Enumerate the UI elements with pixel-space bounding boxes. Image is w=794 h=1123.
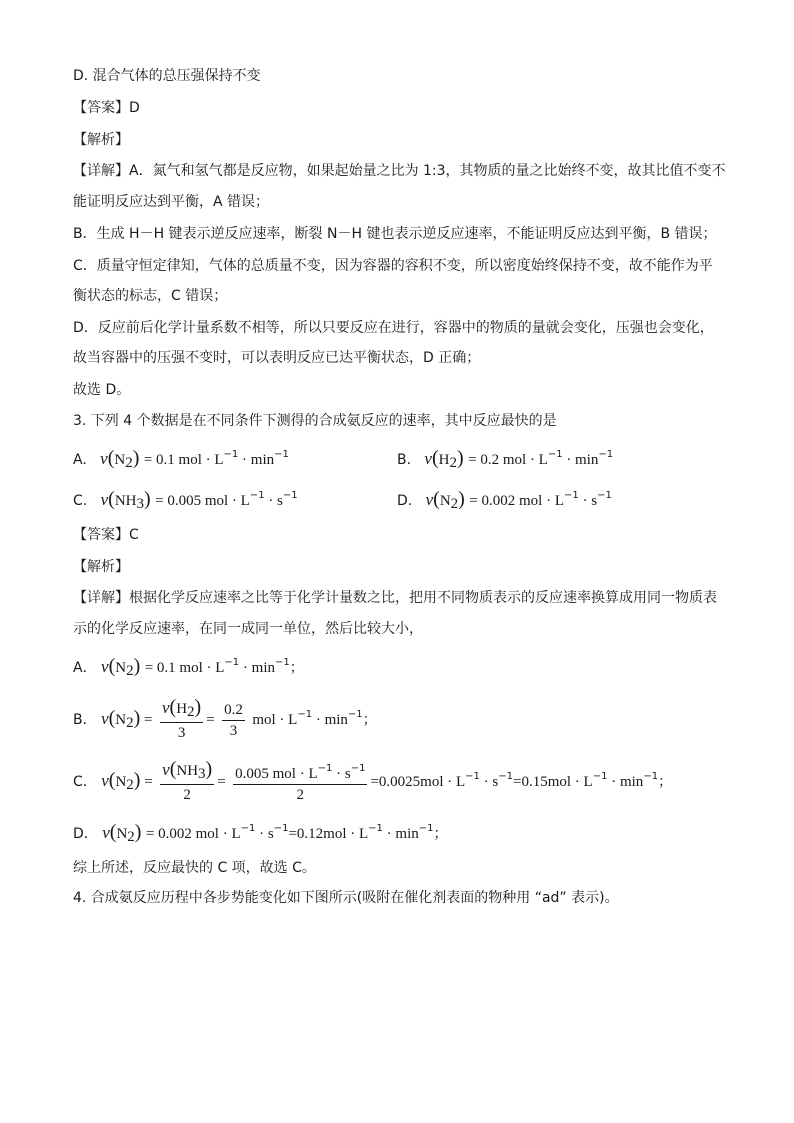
fraction: $\frac{v(NH_3)}{2}$ <box>162 758 213 803</box>
explanation-line: C．质量守恒定律知，气体的总质量不变，因为容器的容积不变，所以密度始终保持不变，故不能作为平 <box>73 258 713 274</box>
option-a: A. $v(N_2) = 0.1$ mol · $L^{-1} \cdot \min^{-1}$ <box>73 447 289 471</box>
option-c: C. $v(NH_3) = 0.005$ mol · $L^{-1} \cdot s^{-1}$ <box>73 488 298 512</box>
option-d: D. $v(N_2) = 0.002$ mol · $L^{-1} \cdot s^{-1}$ <box>397 488 612 512</box>
analysis-label-1: 【解析】 <box>73 132 129 148</box>
option-b: B. $v(H_2) = 0.2$ mol · $L^{-1} \cdot \min^{-1}$ <box>397 447 614 471</box>
fraction: $\frac{0.005 mol \cdot L^{-1} \cdot s^{-1}}{2}$ <box>233 760 367 804</box>
explanation-conclusion: 故选 D。 <box>73 382 131 398</box>
explanation-line: B．生成 H－H 键表示逆反应速率，断裂 N－H 键也表示逆反应速率，不能证明反应达到平衡，B 错误； <box>73 226 717 242</box>
answer-label-1: 【答案】D <box>73 100 140 116</box>
explanation-line: 能证明反应达到平衡，A 错误； <box>73 194 270 210</box>
explanation-line: 故当容器中的压强不变时，可以表明反应已达平衡状态，D 正确； <box>73 350 481 366</box>
question-3-stem: 3. 下列 4 个数据是在不同条件下测得的合成氨反应的速率，其中反应最快的是 <box>73 413 557 429</box>
option-d-text: D. 混合气体的总压强保持不变 <box>73 68 261 84</box>
question-4-stem: 4. 合成氨反应历程中各步势能变化如下图所示(吸附在催化剂表面的物种用 “ad” 表示)。 <box>73 890 619 906</box>
explanation-line: 衡状态的标志，C 错误； <box>73 288 228 304</box>
fraction: $\frac{0.2}{3}$ <box>224 701 243 739</box>
summary-line: 综上所述，反应最快的 C 项，故选 C。 <box>73 860 316 876</box>
fraction: $\frac{v(H_2)}{3}$ <box>161 696 202 741</box>
explanation-line: 【详解】根据化学反应速率之比等于化学计量数之比，把用不同物质表示的反应速率换算成用同一物质表 <box>73 590 717 606</box>
answer-label-2: 【答案】C <box>73 527 139 543</box>
calc-d: D． $v(N_2) = 0.002$ mol · $L^{-1} \cdot s^{-1}=0.12mol \cdot L^{-1} \cdot \min^{-1}$； <box>73 821 448 845</box>
explanation-line: 【详解】A．氮气和氢气都是反应物，如果起始量之比为 1:3，其物质的量之比始终不变，故其比值不变不 <box>73 163 726 179</box>
calc-c: C． $v(N_2)$ = $\frac{v(NH_3)}{2}$ = $\frac{0.005 mol \cdot L^{-1} \cdot s^{-1}}{2}$ $=0.0025mol \cdot L^{-1} \cdot s^{-1}=0.15mol \cdot L^{-1} \cdot \min^{-1}$； <box>73 758 673 803</box>
analysis-label-2: 【解析】 <box>73 559 129 575</box>
explanation-line: 示的化学反应速率，在同一成同一单位，然后比较大小， <box>73 621 423 637</box>
calc-b: B． $v(N_2)$ = $\frac{v(H_2)}{3}$ = $\frac{0.2}{3}$ mol · $L^{-1} \cdot \min^{-1}$； <box>73 696 377 741</box>
calc-a: A． $v(N_2) = 0.1$ mol · $L^{-1} \cdot \min^{-1}$； <box>73 655 304 679</box>
explanation-line: D．反应前后化学计量系数不相等，所以只要反应在进行，容器中的物质的量就会变化，压强也会变化， <box>73 320 714 336</box>
